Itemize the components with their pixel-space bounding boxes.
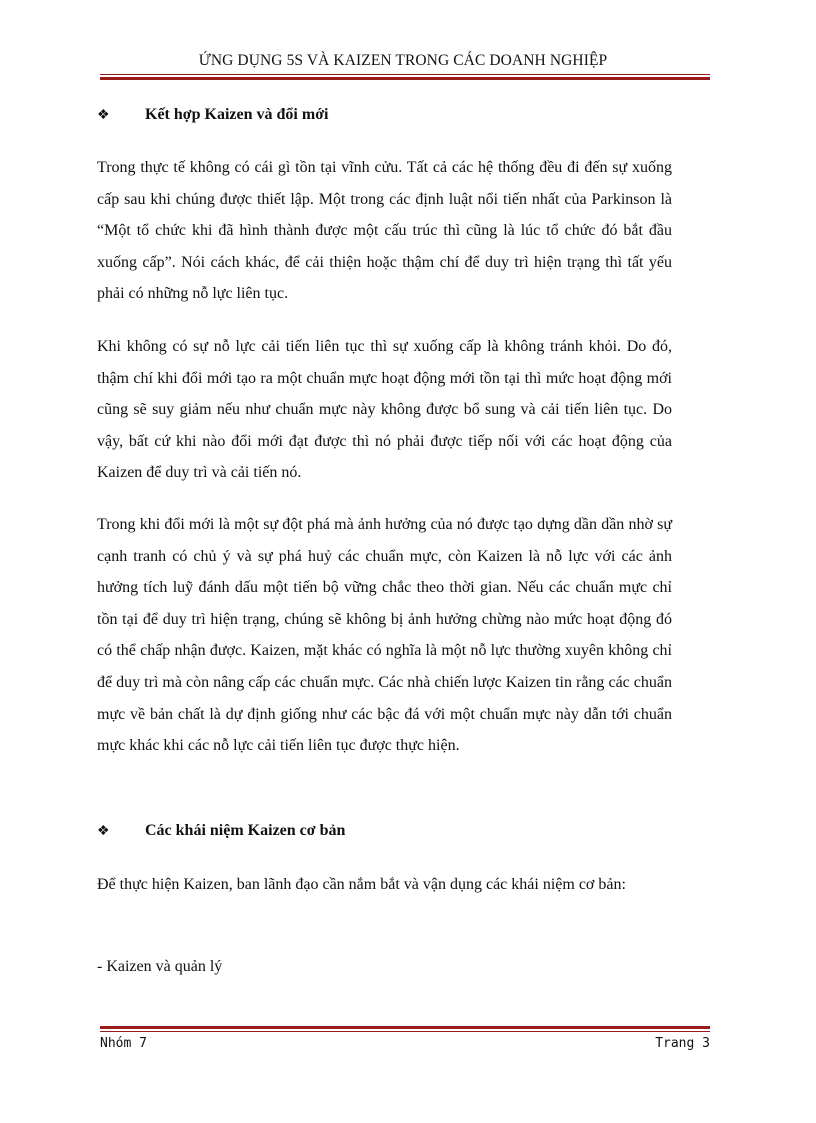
header-rule-thin [100, 74, 710, 75]
section-heading [97, 822, 345, 840]
header-rule-thick [100, 77, 710, 80]
paragraph: Khi không có sự nỗ lực cải tiến liên tục thì sự xuống cấp là không tránh khỏi. Do đó, thậm chí khi đổi mới tạo ra một chuẩn mực hoạt động mới tồn tại thì mức hoạt động mới cũng sẽ suy giảm nếu như chuẩn mực này không được bổ sung và cải tiến liên tục. Do vậy, bất cứ khi nào đổi mới đạt được thì nó phải được tiếp nối với các hoạt động của Kaizen để duy trì và cải tiến nó. [97, 338, 672, 482]
heading-text: Các khái niệm Kaizen cơ bản [145, 822, 346, 839]
section-heading [97, 106, 329, 124]
page-number: Trang 3 [655, 1036, 710, 1051]
heading-text: Kết hợp Kaizen và đổi mới [145, 106, 329, 123]
paragraph: Trong khi đổi mới là một sự đột phá mà ảnh hưởng của nó được tạo dựng dần dần nhờ sự cạnh tranh có chủ ý và sự phá huỷ các chuẩn mực, còn Kaizen là nỗ lực với các ảnh hưởng tích luỹ đánh dấu một tiến bộ vững chắc theo thời gian. Nếu các chuẩn mực chỉ tồn tại để duy trì hiện trạng, chúng sẽ không bị ảnh hưởng chừng nào mức hoạt động đó có thể chấp nhận được. Kaizen, mặt khác có nghĩa là một nỗ lực thường xuyên không chỉ để duy trì mà còn nâng cấp các chuẩn mực. Các nhà chiến lược Kaizen tin rằng các chuẩn mực về bản chất là dự định giống như các bậc đá với một chuẩn mực này dẫn tới chuẩn mực khác khi các nỗ lực cải tiến liên tục được thực hiện. [97, 516, 672, 755]
diamond-bullet-icon: ❖ [97, 824, 110, 839]
diamond-bullet-icon: ❖ [97, 108, 110, 123]
paragraph: Để thực hiện Kaizen, ban lãnh đạo cần nắm bắt và vận dụng các khái niệm cơ bản: [97, 876, 626, 893]
footer-row [100, 1036, 710, 1051]
footer-group: Nhóm 7 [100, 1036, 147, 1051]
paragraph: Trong thực tế không có cái gì tồn tại vĩnh cửu. Tất cả các hệ thống đều đi đến sự xuống cấp sau khi chúng được thiết lập. Một trong các định luật nổi tiến nhất của Parkinson là “Một tổ chức khi đã hình thành được một cấu trúc thì cũng là lúc tổ chức đó bắt đầu xuống cấp”. Nói cách khác, để cải thiện hoặc thậm chí để duy trì hiện trạng thì tất yếu phải có những nỗ lực liên tục. [97, 159, 672, 303]
list-item: - Kaizen và quản lý [97, 958, 223, 975]
footer-rule-thick [100, 1026, 710, 1029]
footer-rule-thin [100, 1031, 710, 1032]
header-title: ỨNG DỤNG 5S VÀ KAIZEN TRONG CÁC DOANH NGHIỆP [198, 52, 608, 69]
